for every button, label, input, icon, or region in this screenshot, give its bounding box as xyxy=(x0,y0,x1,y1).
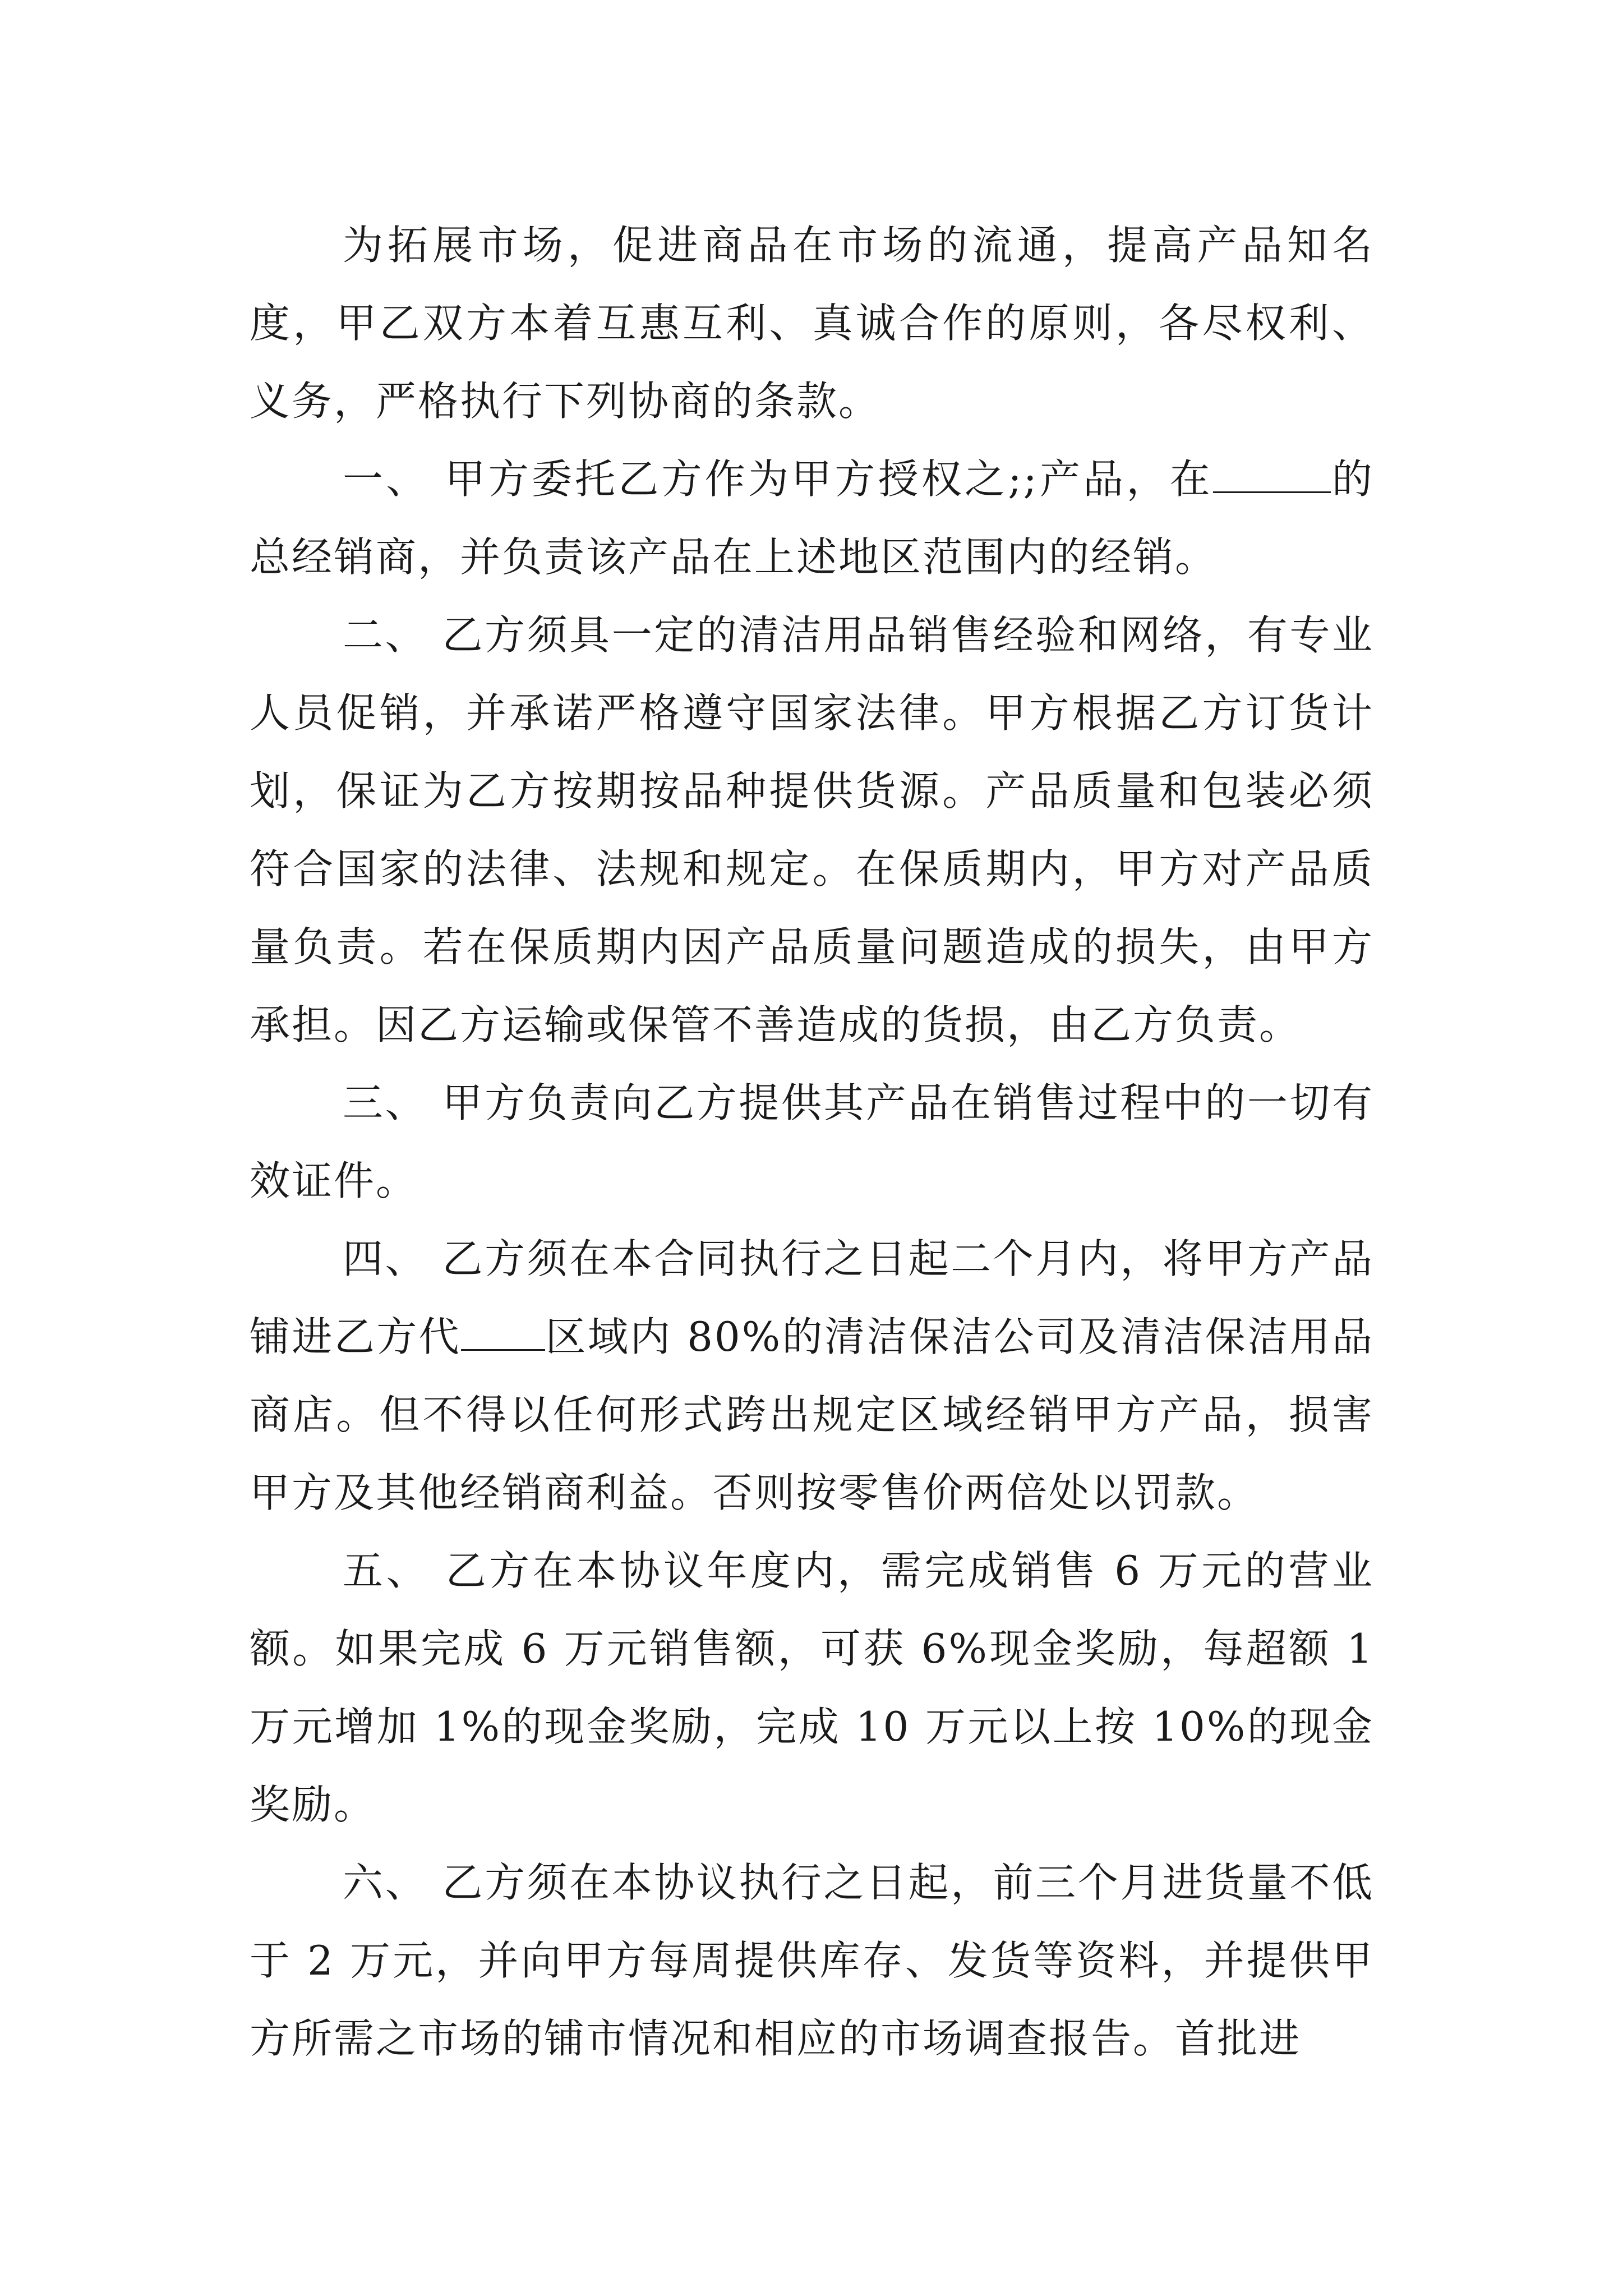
paragraph-text: 二、 乙方须具一定的清洁用品销售经验和网络，有专业人员促销，并承诺严格遵守国家法律。甲方根据乙方订货计划，保证为乙方按期按品种提供货源。产品质量和包装必须符合国家的法律、法规和规定。在保质期内，甲方对产品质量负责。若在保质期内因产品质量问题造成的损失，由甲方承担。因乙方运输或保管不善造成的货损，由乙方负责。 xyxy=(250,611,1374,1048)
paragraph-text-after-blank: 区域内 80%的清洁保洁公司及清洁保洁用品商店。但不得以任何形式跨出规定区域经销甲方产品，损害甲方及其他经销商利益。否则按零售价两倍处以罚款。 xyxy=(250,1313,1374,1516)
paragraph-clause-5 xyxy=(250,1532,1374,1844)
paragraph-clause-1 xyxy=(250,440,1374,596)
paragraph-clause-6 xyxy=(250,1844,1374,2078)
paragraph-text-before-blank: 一、 甲方委托乙方作为甲方授权之;;产品，在 xyxy=(343,455,1213,503)
paragraph-clause-4 xyxy=(250,1220,1374,1532)
fill-in-blank-area xyxy=(461,1309,545,1351)
paragraph-intro xyxy=(250,206,1374,440)
paragraph-clause-2 xyxy=(250,596,1374,1064)
paragraph-text: 六、 乙方须在本协议执行之日起，前三个月进货量不低于 2 万元，并向甲方每周提供库存、发货等资料，并提供甲方所需之市场的铺市情况和相应的市场调查报告。首批进 xyxy=(250,1859,1374,2062)
paragraph-clause-3 xyxy=(250,1064,1374,1220)
paragraph-text-after-blank: 的总经销商，并负责该产品在上述地区范围内的经销。 xyxy=(250,455,1374,581)
paragraph-text: 五、 乙方在本协议年度内，需完成销售 6 万元的营业额。如果完成 6 万元销售额，可获 6%现金奖励，每超额 1 万元增加 1%的现金奖励，完成 10 万元以上按 10%的现金奖励。 xyxy=(250,1547,1374,1828)
document-body xyxy=(250,206,1374,2078)
fill-in-blank-region xyxy=(1213,451,1331,493)
paragraph-text-before-blank: 四、 乙方须在本合同执行之日起二个月内，将甲方产品铺进乙方代 xyxy=(250,1235,1374,1360)
paragraph-text: 三、 甲方负责向乙方提供其产品在销售过程中的一切有效证件。 xyxy=(250,1079,1374,1204)
paragraph-text: 为拓展市场，促进商品在市场的流通，提高产品知名度，甲乙双方本着互惠互利、真诚合作的原则，各尽权利、义务，严格执行下列协商的条款。 xyxy=(250,222,1374,425)
